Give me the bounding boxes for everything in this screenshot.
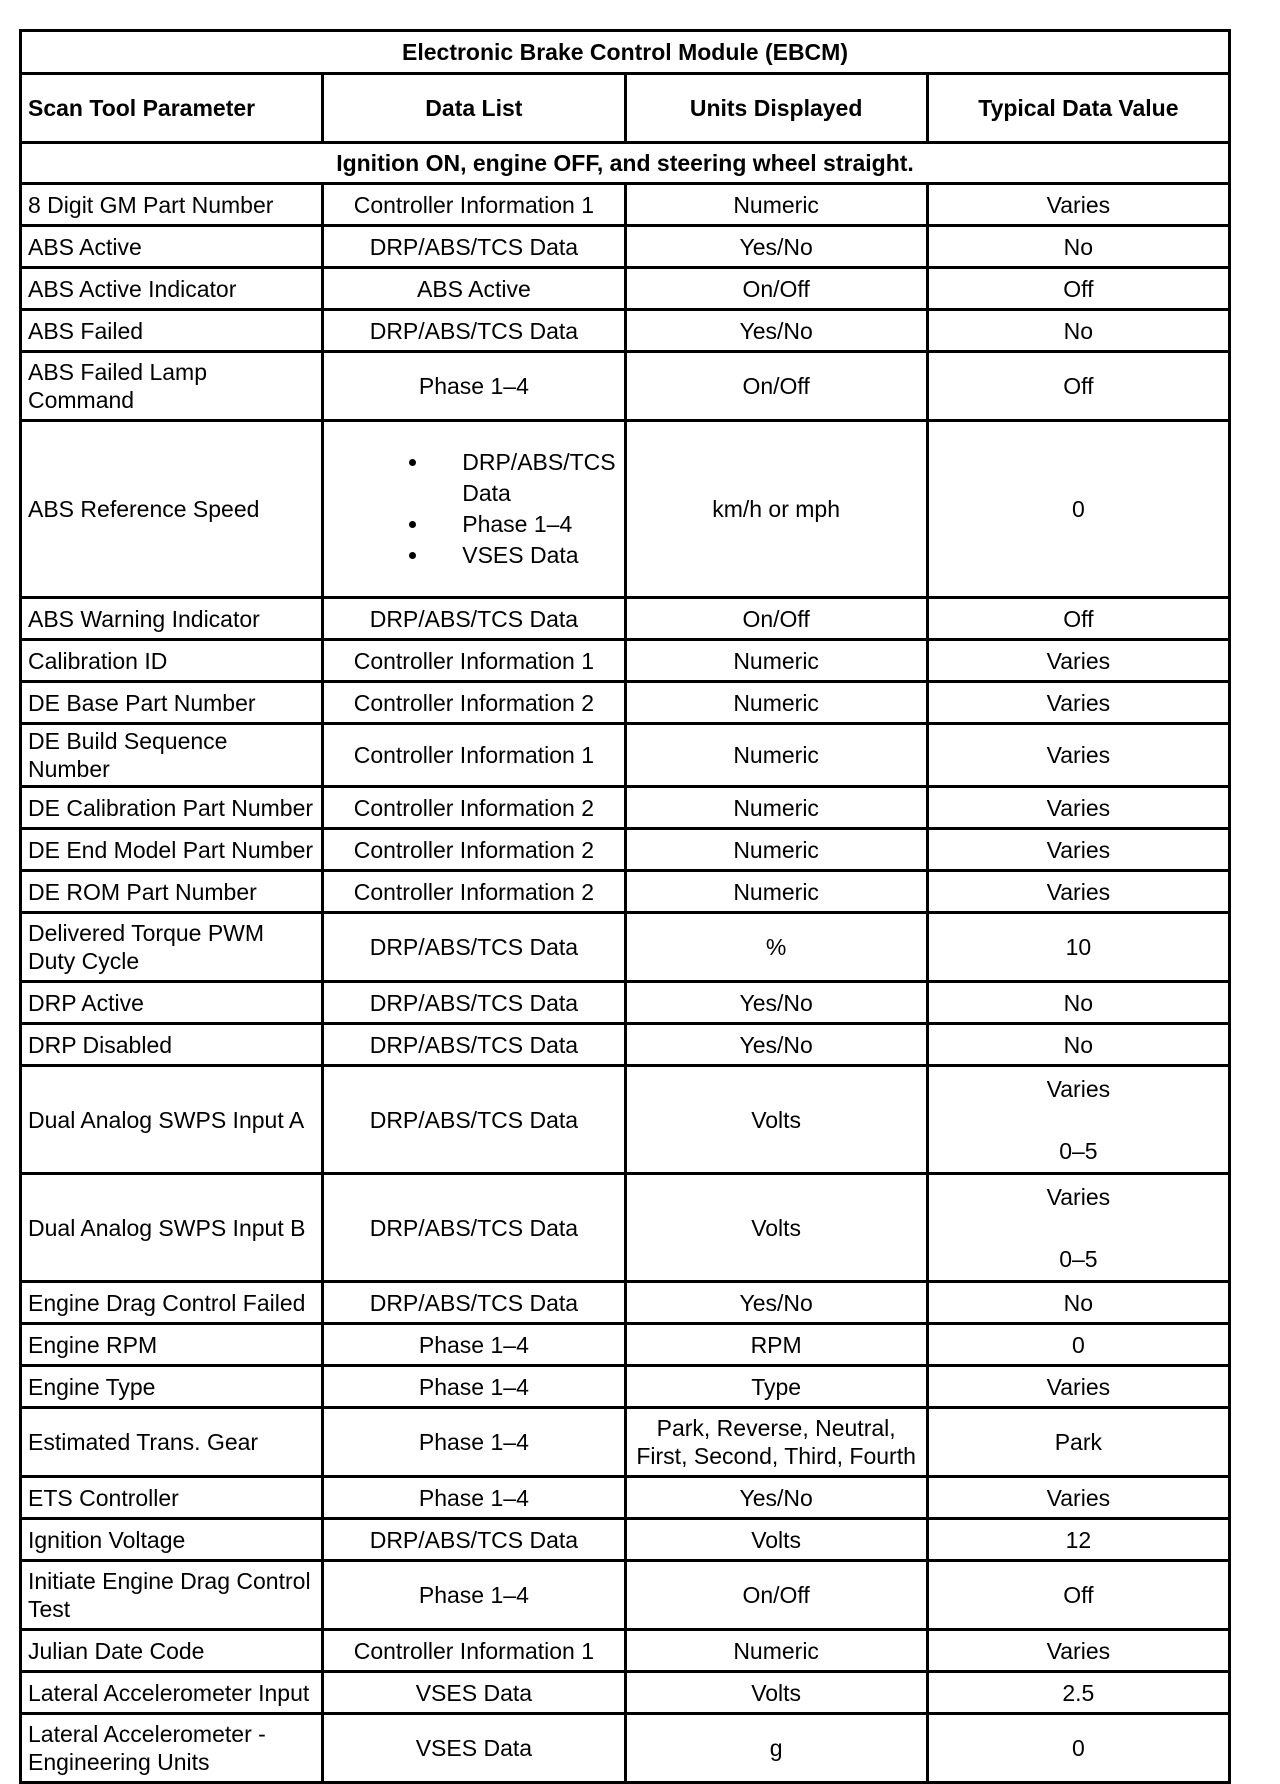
- typical-value-range: 0–5: [1059, 1245, 1098, 1272]
- cell-units-displayed: Yes/No: [625, 982, 927, 1024]
- cell-typical-data-value: No: [927, 1024, 1229, 1066]
- cell-typical-data-value: No: [927, 1282, 1229, 1324]
- cell-data-list: Controller Information 1: [323, 184, 625, 226]
- table-row: [21, 787, 1230, 829]
- cell-data-list: Controller Information 2: [323, 682, 625, 724]
- cell-data-list: VSES Data: [323, 1714, 625, 1783]
- cell-scan-tool-parameter: Ignition Voltage: [21, 1519, 323, 1561]
- cell-data-list: Controller Information 1: [323, 1630, 625, 1672]
- cell-units-displayed: Volts: [625, 1672, 927, 1714]
- cell-data-list: DRP/ABS/TCS Data: [323, 1282, 625, 1324]
- cell-scan-tool-parameter: DRP Disabled: [21, 1024, 323, 1066]
- cell-scan-tool-parameter: Initiate Engine Drag Control Test: [21, 1561, 323, 1630]
- cell-typical-data-value: [927, 1066, 1229, 1174]
- cell-units-displayed: Volts: [625, 1519, 927, 1561]
- cell-units-displayed: Numeric: [625, 1630, 927, 1672]
- cell-data-list: DRP/ABS/TCS Data: [323, 913, 625, 982]
- cell-scan-tool-parameter: Julian Date Code: [21, 1630, 323, 1672]
- cell-typical-data-value: Varies: [927, 829, 1229, 871]
- table-row: [21, 184, 1230, 226]
- cell-units-displayed: Type: [625, 1366, 927, 1408]
- cell-data-list: Controller Information 2: [323, 787, 625, 829]
- table-row: [21, 421, 1230, 598]
- table-row: [21, 1519, 1230, 1561]
- cell-units-displayed: Numeric: [625, 724, 927, 787]
- ebcm-data-table-sheet: [19, 29, 1231, 1784]
- cell-units-displayed: Park, Reverse, Neutral, First, Second, Third, Fourth: [625, 1408, 927, 1477]
- cell-typical-data-value: Varies: [927, 184, 1229, 226]
- table-row: [21, 598, 1230, 640]
- table-row: [21, 226, 1230, 268]
- cell-typical-data-value: 0: [927, 1714, 1229, 1783]
- table-row: [21, 640, 1230, 682]
- table-row: [21, 1477, 1230, 1519]
- cell-units-displayed: Numeric: [625, 871, 927, 913]
- cell-units-displayed: Numeric: [625, 829, 927, 871]
- typical-value: Varies: [1046, 1075, 1111, 1102]
- table-row: [21, 1024, 1230, 1066]
- cell-units-displayed: On/Off: [625, 1561, 927, 1630]
- cell-units-displayed: g: [625, 1714, 927, 1783]
- cell-data-list: DRP/ABS/TCS Data: [323, 598, 625, 640]
- table-row: [21, 1282, 1230, 1324]
- cell-typical-data-value: Varies: [927, 682, 1229, 724]
- cell-units-displayed: Yes/No: [625, 310, 927, 352]
- header-scan-tool-parameter: Scan Tool Parameter: [21, 74, 323, 143]
- cell-scan-tool-parameter: 8 Digit GM Part Number: [21, 184, 323, 226]
- cell-units-displayed: Numeric: [625, 184, 927, 226]
- cell-scan-tool-parameter: ABS Reference Speed: [21, 421, 323, 598]
- cell-scan-tool-parameter: Delivered Torque PWM Duty Cycle: [21, 913, 323, 982]
- header-data-list: Data List: [323, 74, 625, 143]
- table-row: [21, 1324, 1230, 1366]
- table-row: [21, 1366, 1230, 1408]
- cell-typical-data-value: [927, 1174, 1229, 1282]
- typical-value-stack: [935, 1075, 1222, 1165]
- cell-scan-tool-parameter: Engine Type: [21, 1366, 323, 1408]
- cell-typical-data-value: 10: [927, 913, 1229, 982]
- table-row: [21, 310, 1230, 352]
- typical-value-range: 0–5: [1059, 1137, 1098, 1164]
- cell-data-list: DRP/ABS/TCS Data: [323, 1024, 625, 1066]
- cell-typical-data-value: Varies: [927, 787, 1229, 829]
- cell-data-list: ABS Active: [323, 268, 625, 310]
- cell-data-list: DRP/ABS/TCS Data: [323, 310, 625, 352]
- cell-scan-tool-parameter: Lateral Accelerometer Input: [21, 1672, 323, 1714]
- cell-scan-tool-parameter: ABS Active: [21, 226, 323, 268]
- cell-typical-data-value: Varies: [927, 871, 1229, 913]
- table-row: [21, 682, 1230, 724]
- cell-scan-tool-parameter: Estimated Trans. Gear: [21, 1408, 323, 1477]
- cell-units-displayed: Numeric: [625, 682, 927, 724]
- table-body: [21, 184, 1230, 1783]
- cell-typical-data-value: 12: [927, 1519, 1229, 1561]
- cell-units-displayed: RPM: [625, 1324, 927, 1366]
- table-row: [21, 1066, 1230, 1174]
- table-row: [21, 1561, 1230, 1630]
- cell-scan-tool-parameter: DE Build Sequence Number: [21, 724, 323, 787]
- cell-typical-data-value: Park: [927, 1408, 1229, 1477]
- cell-data-list: [323, 421, 625, 598]
- cell-data-list: Controller Information 1: [323, 640, 625, 682]
- cell-typical-data-value: Varies: [927, 1366, 1229, 1408]
- cell-typical-data-value: 0: [927, 421, 1229, 598]
- cell-typical-data-value: Off: [927, 1561, 1229, 1630]
- cell-typical-data-value: Varies: [927, 724, 1229, 787]
- condition-row: Ignition ON, engine OFF, and steering wheel straight.: [21, 143, 1230, 184]
- cell-units-displayed: On/Off: [625, 352, 927, 421]
- cell-typical-data-value: No: [927, 226, 1229, 268]
- cell-units-displayed: Volts: [625, 1066, 927, 1174]
- cell-data-list: Controller Information 2: [323, 829, 625, 871]
- cell-typical-data-value: 0: [927, 1324, 1229, 1366]
- cell-data-list: Controller Information 1: [323, 724, 625, 787]
- cell-scan-tool-parameter: Calibration ID: [21, 640, 323, 682]
- cell-data-list: VSES Data: [323, 1672, 625, 1714]
- cell-data-list: Phase 1–4: [323, 1366, 625, 1408]
- table-row: [21, 1174, 1230, 1282]
- table-row: [21, 982, 1230, 1024]
- cell-scan-tool-parameter: Engine RPM: [21, 1324, 323, 1366]
- typical-value: Varies: [1046, 1183, 1111, 1210]
- table-row: [21, 268, 1230, 310]
- cell-data-list: Phase 1–4: [323, 1408, 625, 1477]
- cell-units-displayed: %: [625, 913, 927, 982]
- cell-scan-tool-parameter: ABS Active Indicator: [21, 268, 323, 310]
- cell-data-list: DRP/ABS/TCS Data: [323, 1174, 625, 1282]
- table-row: [21, 1408, 1230, 1477]
- table-row: [21, 829, 1230, 871]
- cell-typical-data-value: Varies: [927, 1630, 1229, 1672]
- cell-units-displayed: On/Off: [625, 598, 927, 640]
- cell-typical-data-value: Varies: [927, 1477, 1229, 1519]
- cell-scan-tool-parameter: DE Calibration Part Number: [21, 787, 323, 829]
- table-row: [21, 352, 1230, 421]
- cell-typical-data-value: 2.5: [927, 1672, 1229, 1714]
- table-row: [21, 1630, 1230, 1672]
- cell-data-list: Controller Information 2: [323, 871, 625, 913]
- cell-data-list: Phase 1–4: [323, 1561, 625, 1630]
- header-units-displayed: Units Displayed: [625, 74, 927, 143]
- cell-scan-tool-parameter: ABS Failed: [21, 310, 323, 352]
- cell-scan-tool-parameter: ABS Failed Lamp Command: [21, 352, 323, 421]
- table-title: Electronic Brake Control Module (EBCM): [21, 31, 1230, 74]
- data-list-bullet-item: • DRP/ABS/TCS Data: [430, 447, 617, 509]
- cell-units-displayed: km/h or mph: [625, 421, 927, 598]
- data-list-bullet-item: • Phase 1–4: [430, 509, 617, 540]
- table-row: [21, 1714, 1230, 1783]
- cell-data-list: DRP/ABS/TCS Data: [323, 226, 625, 268]
- data-list-bullet-item: • VSES Data: [430, 540, 617, 571]
- cell-scan-tool-parameter: DE End Model Part Number: [21, 829, 323, 871]
- cell-scan-tool-parameter: ETS Controller: [21, 1477, 323, 1519]
- cell-data-list: DRP/ABS/TCS Data: [323, 1066, 625, 1174]
- cell-units-displayed: Numeric: [625, 787, 927, 829]
- cell-scan-tool-parameter: DRP Active: [21, 982, 323, 1024]
- cell-units-displayed: On/Off: [625, 268, 927, 310]
- header-typical-data-value: Typical Data Value: [927, 74, 1229, 143]
- cell-typical-data-value: Off: [927, 268, 1229, 310]
- cell-data-list: Phase 1–4: [323, 352, 625, 421]
- cell-scan-tool-parameter: Lateral Accelerometer - Engineering Units: [21, 1714, 323, 1783]
- cell-scan-tool-parameter: DE ROM Part Number: [21, 871, 323, 913]
- cell-typical-data-value: Off: [927, 598, 1229, 640]
- cell-typical-data-value: No: [927, 982, 1229, 1024]
- cell-scan-tool-parameter: ABS Warning Indicator: [21, 598, 323, 640]
- cell-data-list: Phase 1–4: [323, 1477, 625, 1519]
- cell-units-displayed: Yes/No: [625, 1282, 927, 1324]
- ebcm-data-table: [19, 29, 1231, 1784]
- cell-data-list: Phase 1–4: [323, 1324, 625, 1366]
- cell-scan-tool-parameter: Engine Drag Control Failed: [21, 1282, 323, 1324]
- cell-scan-tool-parameter: Dual Analog SWPS Input A: [21, 1066, 323, 1174]
- table-row: [21, 913, 1230, 982]
- table-row: [21, 724, 1230, 787]
- cell-typical-data-value: No: [927, 310, 1229, 352]
- data-list-bullets: [330, 447, 617, 571]
- table-row: [21, 871, 1230, 913]
- cell-data-list: DRP/ABS/TCS Data: [323, 1519, 625, 1561]
- cell-typical-data-value: Varies: [927, 640, 1229, 682]
- cell-typical-data-value: Off: [927, 352, 1229, 421]
- cell-units-displayed: Yes/No: [625, 226, 927, 268]
- table-row: [21, 1672, 1230, 1714]
- cell-scan-tool-parameter: Dual Analog SWPS Input B: [21, 1174, 323, 1282]
- cell-units-displayed: Volts: [625, 1174, 927, 1282]
- cell-units-displayed: Yes/No: [625, 1477, 927, 1519]
- typical-value-stack: [935, 1183, 1222, 1273]
- cell-scan-tool-parameter: DE Base Part Number: [21, 682, 323, 724]
- cell-units-displayed: Yes/No: [625, 1024, 927, 1066]
- cell-data-list: DRP/ABS/TCS Data: [323, 982, 625, 1024]
- cell-units-displayed: Numeric: [625, 640, 927, 682]
